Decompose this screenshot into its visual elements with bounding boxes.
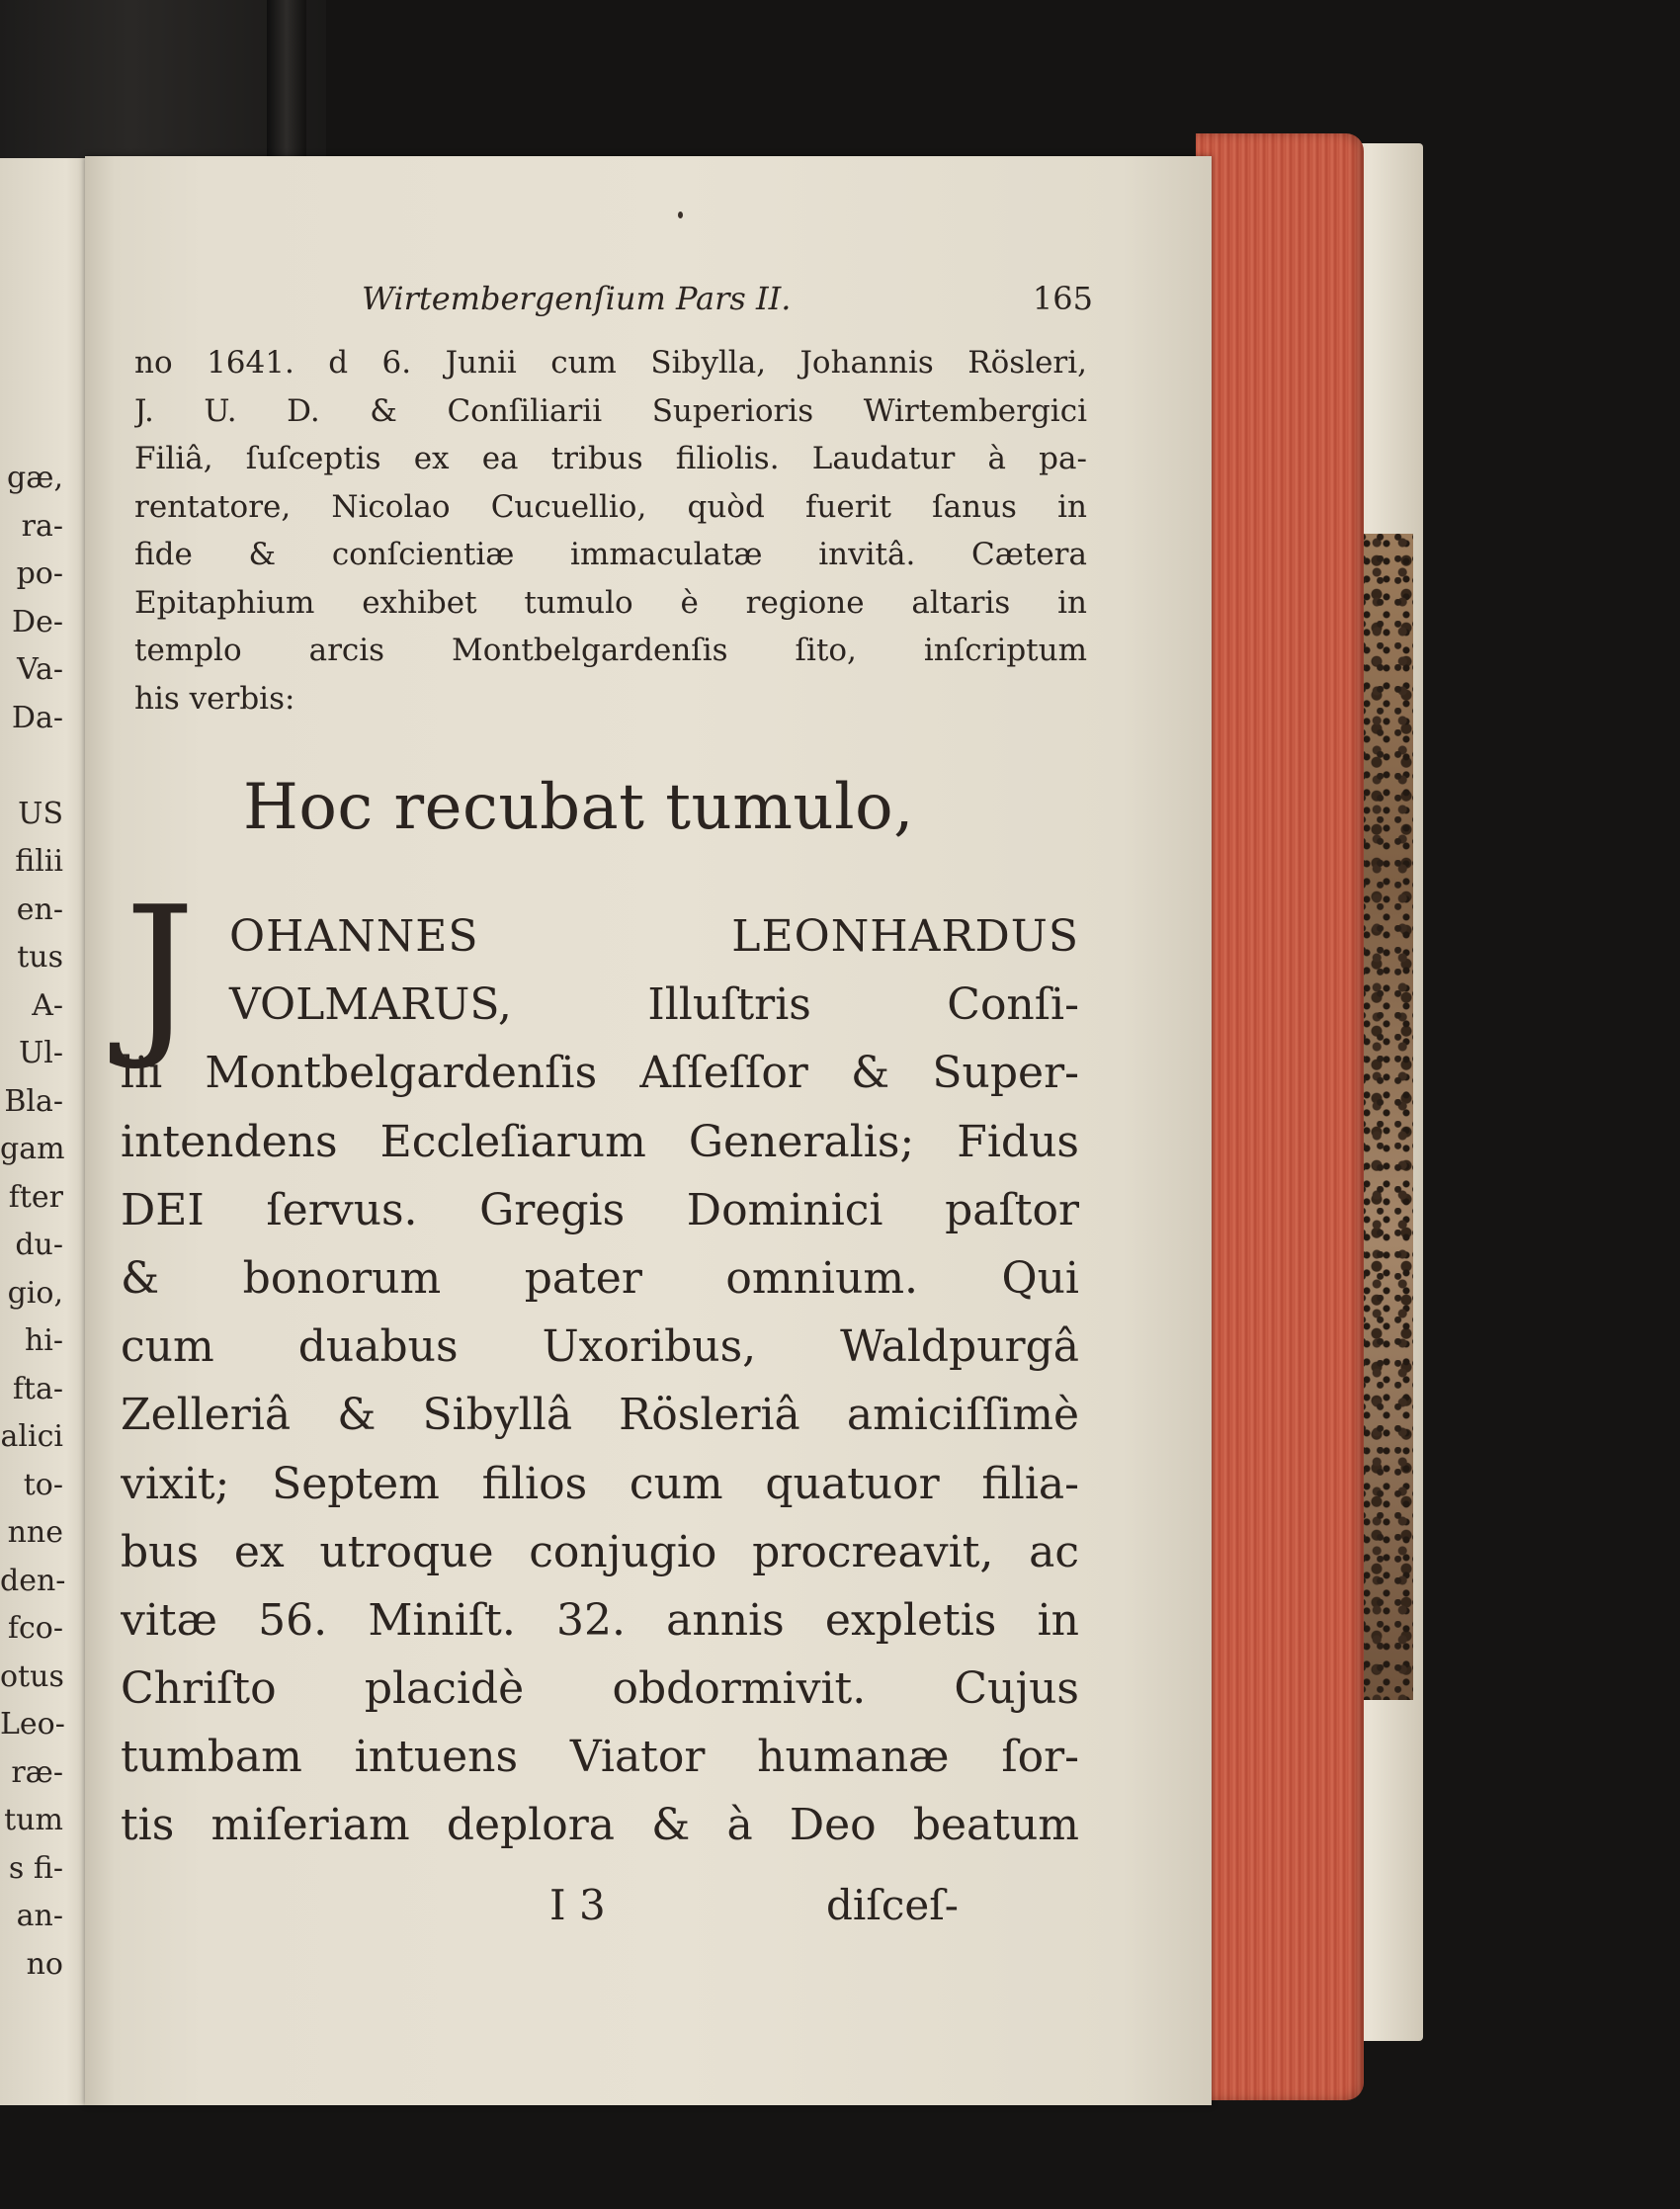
left-page-line: nne [7,1515,63,1550]
epitaph-line: tis miſeriam deplora & à Deo beatum [121,1800,1079,1851]
left-page-line: to- [23,1467,63,1502]
left-page-fragment [0,158,98,2105]
left-page-line: den- [0,1563,66,1598]
epitaph-line: Chriſto placidè obdormivit. Cujus [121,1663,1079,1715]
left-page-line: Da- [11,700,63,735]
epitaph-line: intendens Eccleſiarum Generalis; Fidus [121,1116,1079,1167]
left-page-line: gæ, [7,461,63,495]
text-line: fide & conſcientiæ immaculatæ invitâ. Cætera [134,537,1087,572]
text-line: rentatore, Nicolao Cucuellio, quòd fuerit ſanus in [134,488,1087,525]
left-page-line: otus [0,1658,64,1694]
text-line: his verbis: [134,680,295,717]
epitaph-line: vitæ 56. Miniſt. 32. annis expletis in [121,1594,1079,1646]
left-page-line [0,742,63,791]
left-page-line: fta- [12,1371,63,1406]
red-page-edges [1196,133,1364,2100]
epitaph-line: OHANNES LEONHARDUS [229,911,1079,962]
left-page-line: du- [15,1228,63,1262]
left-page-line: ra- [21,508,63,544]
epitaph-line: tumbam intuens Viator humanæ ſor- [121,1732,1079,1783]
background-post [267,0,306,168]
left-page-line: US [18,796,63,831]
left-page-line: alici [0,1419,63,1454]
epitaph-line: VOLMARUS, Illuſtris Conſi- [229,979,1079,1031]
text-line: templo arcis Montbelgardenſis ſito, inſcriptum [134,633,1087,668]
left-page-line: po- [16,556,63,591]
left-page-line: filii [15,844,63,879]
text-line: Epitaphium exhibet tumulo è regione altaris in [134,584,1087,621]
left-page-line: Leo- [0,1707,65,1742]
left-page-line: fter [8,1179,63,1215]
epitaph-line: bus ex utroque conjugio procreavit, ac [121,1526,1079,1577]
left-page-line: hi- [24,1323,63,1358]
epitaph-line: & bonorum pater omnium. Qui [121,1252,1079,1304]
running-title: Wirtembergenſium Pars II. [362,280,792,317]
epitaph-line: lii Montbelgardenſis Aſſeſſor & Super- [121,1048,1079,1099]
epitaph-line: cum duabus Uxoribus, Waldpurgâ [121,1321,1079,1373]
epitaph-line: DEI ſervus. Gregis Dominici paſtor [121,1184,1079,1235]
left-page-line: A- [32,987,63,1023]
marbled-cover-edge [1359,534,1413,1700]
left-page-line: Va- [17,652,63,687]
left-page-line: an- [16,1899,63,1933]
left-page-line: gio, [7,1275,63,1311]
left-page-line: gam [0,1132,65,1166]
left-page-line: Ul- [18,1036,63,1070]
left-page-line: no [26,1946,63,1982]
ink-speck [678,212,683,218]
epitaph-line: Zelleriâ & Sibyllâ Rösleriâ amiciſſimè [121,1390,1079,1441]
left-page-line: tum [4,1803,63,1837]
epitaph-line: vixit; Septem filios cum quatuor filia- [121,1458,1079,1509]
text-line: no 1641. d 6. Junii cum Sibylla, Johannis Rösleri, [134,345,1087,381]
left-page-line: ræ- [11,1754,63,1790]
catchword: diſceſ- [826,1881,959,1929]
text-line: J. U. D. & Conſiliarii Superioris Wirtembergici [134,392,1087,429]
left-page-line: en- [16,892,63,927]
left-page-text [0,455,66,1989]
left-page-line: s fi- [8,1850,63,1886]
page-number: 165 [1032,280,1093,317]
left-page-line: fco- [7,1611,63,1646]
intro-paragraph [134,339,1087,722]
left-page-line: De- [12,604,63,639]
epitaph-heading: Hoc recubat tumulo, [243,771,914,844]
left-page-line: tus [17,940,63,975]
text-line: Filiâ, ſuſceptis ex ea tribus filiolis. Laudatur à pa- [134,441,1087,476]
drop-cap: J [125,869,196,1073]
right-page [85,156,1212,2105]
epitaph-text [121,902,1079,1860]
left-page-line: Bla- [4,1083,63,1119]
signature-mark: I 3 [549,1881,606,1929]
